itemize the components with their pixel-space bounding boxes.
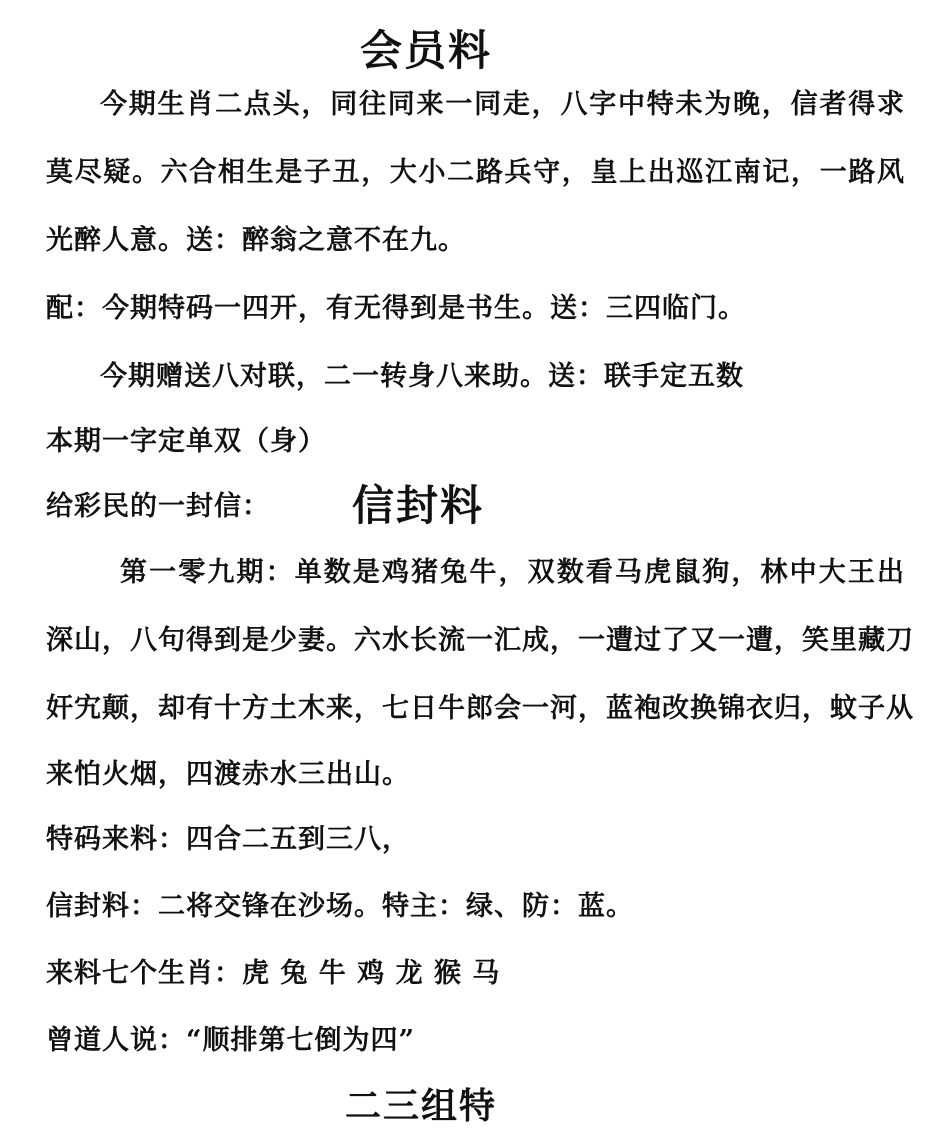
paragraph-line: 莫尽疑。六合相生是子丑，大小二路兵守，皇上出巡江南记，一路风 [46,157,905,188]
section-title-huiyuan: 会员料 [360,26,493,75]
zodiac-line: 来料七个生肖：虎 兔 牛 鸡 龙 猴 马 [46,958,501,989]
paragraph-line: 深山，八句得到是少妻。六水长流一汇成，一遭过了又一遭，笑里藏刀 [46,625,914,656]
gift-line: 今期赠送八对联，二一转身八来助。送：联手定五数 [100,361,744,392]
section-title-ersan: 二三组特 [345,1085,498,1127]
paragraph-line: 奸宄颠，却有十方土木来，七日牛郎会一河，蓝袍改换锦衣归，蚊子从 [46,693,914,724]
paragraph-line: 今期生肖二点头，同往同来一同走，八字中特未为晚，信者得求 [100,89,905,120]
paragraph-line: 第一零九期：单数是鸡猪兔牛，双数看马虎鼠狗，林中大王出 [120,557,905,588]
paragraph-line: 来怕火烟，四渡赤水三出山。 [46,759,410,790]
xinfeng-line: 信封料：二将交锋在沙场。特主：绿、防：蓝。 [46,891,634,922]
daoren-line: 曾道人说：“顺排第七倒为四” [46,1025,416,1056]
single-double-line: 本期一字定单双（身） [46,426,326,457]
tema-line: 特码来料：四合二五到三八， [46,824,410,855]
pei-line: 配：今期特码一四开，有无得到是书生。送：三四临门。 [46,293,746,324]
letter-label: 给彩民的一封信： [46,491,270,522]
section-title-xinfeng: 信封料 [352,481,485,530]
paragraph-line: 光醉人意。送：醉翁之意不在九。 [46,225,466,256]
